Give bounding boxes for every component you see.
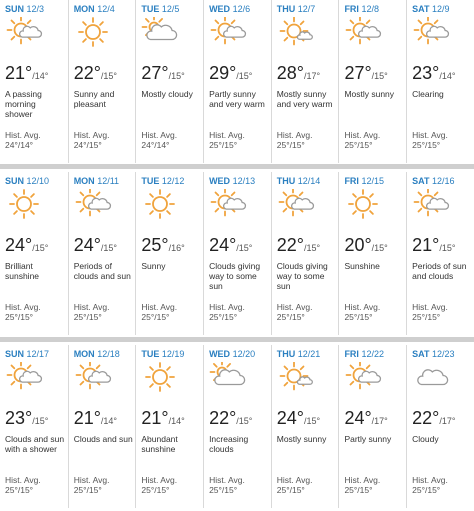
day-name: FRI — [344, 4, 359, 14]
hist-label: Hist. Avg. — [73, 475, 110, 485]
hist-label: Hist. Avg. — [412, 302, 448, 312]
day-header — [209, 349, 271, 360]
day-name: THU — [276, 4, 296, 14]
day-date: 12/21 — [297, 349, 321, 359]
cloud-icon — [412, 362, 450, 392]
day-header — [74, 349, 136, 360]
week-row — [0, 0, 474, 163]
temperature — [277, 235, 320, 256]
hist-value: 25°/15° — [412, 312, 441, 322]
high-temp: 21° — [5, 63, 33, 83]
week-divider — [0, 164, 474, 169]
day-date: 12/20 — [232, 349, 256, 359]
temperature — [74, 63, 117, 84]
day-forecast-card[interactable] — [338, 0, 406, 163]
temperature — [141, 408, 184, 429]
day-forecast-card[interactable] — [203, 172, 271, 335]
forecast-description: Sunshine — [344, 261, 380, 271]
forecast-description: Sunny — [141, 261, 166, 271]
high-temp: 24° — [5, 235, 33, 255]
temperature — [74, 408, 117, 429]
hist-label: Hist. Avg. — [141, 130, 178, 140]
historical-average — [412, 302, 448, 322]
low-temp: /15° — [303, 416, 321, 426]
hist-value: 24°/14° — [141, 140, 170, 150]
day-forecast-card[interactable] — [406, 172, 474, 335]
historical-average — [141, 302, 177, 322]
day-header — [74, 176, 136, 187]
temperature — [412, 63, 455, 84]
day-forecast-card[interactable] — [135, 172, 203, 335]
temperature — [5, 63, 48, 84]
hist-label: Hist. Avg. — [276, 475, 313, 485]
high-temp: 22° — [412, 408, 440, 428]
forecast-description: Increasing clouds — [209, 434, 249, 454]
forecast-description: Abundant sunshine — [141, 434, 178, 454]
sun-cloud-icon — [5, 17, 43, 47]
hist-value: 25°/15° — [209, 485, 238, 495]
day-header — [141, 176, 203, 187]
hist-value: 25°/15° — [73, 485, 102, 495]
sun-cloud-icon — [209, 17, 247, 47]
day-name: MON — [73, 176, 95, 186]
day-name: TUE — [141, 176, 160, 186]
day-name: THU — [276, 349, 296, 359]
forecast-description: Periods of clouds and sun — [73, 261, 131, 281]
historical-average — [74, 475, 110, 495]
day-name: MON — [73, 349, 95, 359]
temperature — [344, 408, 387, 429]
historical-average — [74, 130, 110, 150]
low-temp: /15° — [32, 416, 49, 426]
hist-value: 25°/15° — [344, 485, 373, 495]
day-header — [5, 176, 68, 187]
low-temp: /17° — [439, 416, 456, 426]
hist-label: Hist. Avg. — [412, 130, 448, 140]
low-temp: /14° — [100, 416, 118, 426]
temperature — [412, 408, 455, 429]
day-date: 12/18 — [97, 349, 120, 359]
forecast-description: A passing morning shower — [5, 89, 42, 119]
sun-cloud-icon — [344, 362, 382, 392]
temperature — [344, 63, 387, 84]
day-name: WED — [209, 4, 231, 14]
low-temp: /15° — [100, 71, 118, 81]
day-forecast-card[interactable] — [338, 172, 406, 335]
sun-cloud-icon — [344, 17, 382, 47]
day-forecast-card[interactable] — [338, 345, 406, 508]
day-date: 12/14 — [297, 176, 321, 186]
day-date: 12/10 — [26, 176, 50, 186]
historical-average — [5, 130, 41, 150]
historical-average — [141, 130, 177, 150]
high-temp: 24° — [276, 408, 304, 428]
day-name: SUN — [5, 176, 25, 186]
low-temp: /15° — [303, 243, 321, 253]
temperature — [74, 235, 117, 256]
day-name: WED — [209, 176, 231, 186]
hist-label: Hist. Avg. — [73, 302, 110, 312]
sun-cloud-icon — [412, 17, 450, 47]
hist-label: Hist. Avg. — [5, 302, 41, 312]
low-temp: /15° — [100, 243, 118, 253]
day-forecast-card[interactable] — [0, 172, 68, 335]
forecast-description: Clouds giving way to some sun — [276, 261, 328, 291]
day-name: FRI — [344, 349, 359, 359]
temperature — [277, 408, 320, 429]
day-date: 12/12 — [161, 176, 185, 186]
day-header — [209, 176, 271, 187]
forecast-description: Mostly cloudy — [141, 89, 193, 99]
hist-value: 25°/15° — [276, 140, 305, 150]
day-name: SAT — [412, 349, 430, 359]
day-header — [344, 349, 406, 360]
day-forecast-card[interactable] — [0, 345, 68, 508]
high-temp: 24° — [209, 235, 237, 255]
hist-value: 25°/15° — [344, 140, 373, 150]
historical-average — [74, 302, 110, 322]
hist-label: Hist. Avg. — [276, 130, 313, 140]
low-temp: /15° — [236, 416, 253, 426]
high-temp: 22° — [276, 235, 304, 255]
temperature — [141, 235, 184, 256]
hist-value: 25°/15° — [73, 312, 102, 322]
forecast-description: Clouds giving way to some sun — [209, 261, 261, 291]
sun-cloud-icon — [5, 362, 43, 392]
hist-value: 25°/15° — [5, 485, 34, 495]
sun-icon — [74, 17, 112, 47]
historical-average — [209, 475, 245, 495]
hist-value: 25°/15° — [5, 312, 34, 322]
temperature — [141, 63, 184, 84]
historical-average — [5, 475, 41, 495]
day-name: FRI — [344, 176, 359, 186]
day-date: 12/7 — [297, 4, 316, 14]
low-temp: /15° — [236, 243, 253, 253]
day-date: 12/3 — [26, 4, 45, 14]
hist-label: Hist. Avg. — [209, 130, 245, 140]
low-temp: /15° — [236, 71, 253, 81]
forecast-description: Clouds and sun with a shower — [5, 434, 65, 454]
day-forecast-card[interactable] — [68, 345, 136, 508]
day-header — [412, 349, 474, 360]
day-name: TUE — [141, 4, 160, 14]
forecast-description: Mostly sunny — [276, 434, 327, 444]
day-date: 12/6 — [232, 4, 251, 14]
hist-label: Hist. Avg. — [344, 130, 381, 140]
day-forecast-card[interactable] — [203, 0, 271, 163]
high-temp: 25° — [141, 235, 169, 255]
day-name: TUE — [141, 349, 160, 359]
day-date: 12/11 — [97, 176, 120, 186]
hist-value: 25°/15° — [209, 140, 238, 150]
temperature — [5, 408, 48, 429]
day-date: 12/15 — [361, 176, 384, 186]
low-temp: /15° — [371, 243, 388, 253]
historical-average — [209, 130, 245, 150]
hist-label: Hist. Avg. — [141, 475, 178, 485]
high-temp: 21° — [73, 408, 101, 428]
day-forecast-card[interactable] — [68, 172, 136, 335]
high-temp: 24° — [73, 235, 101, 255]
high-temp: 20° — [344, 235, 372, 255]
sun-cloud-small-icon — [277, 17, 315, 47]
forecast-description: Clearing — [412, 89, 444, 99]
forecast-description: Partly sunny and very warm — [209, 89, 265, 109]
hist-label: Hist. Avg. — [276, 302, 313, 312]
historical-average — [5, 302, 41, 322]
sun-cloud-icon — [74, 362, 112, 392]
historical-average — [412, 475, 448, 495]
day-header — [277, 176, 339, 187]
day-forecast-card[interactable] — [271, 172, 339, 335]
forecast-description: Periods of sun and clouds — [412, 261, 467, 281]
temperature — [344, 235, 387, 256]
low-temp: /15° — [168, 71, 185, 81]
temperature — [209, 408, 252, 429]
day-forecast-card[interactable] — [406, 0, 474, 163]
sun-cloud-icon — [412, 189, 450, 219]
hist-label: Hist. Avg. — [412, 475, 448, 485]
day-date: 12/5 — [161, 4, 180, 14]
day-header — [141, 4, 203, 15]
forecast-description: Partly sunny — [344, 434, 392, 444]
hist-value: 25°/15° — [412, 485, 441, 495]
hist-value: 25°/15° — [412, 140, 441, 150]
high-temp: 29° — [209, 63, 237, 83]
day-date: 12/22 — [361, 349, 384, 359]
day-date: 12/16 — [431, 176, 455, 186]
day-name: THU — [276, 176, 296, 186]
day-name: SAT — [412, 4, 430, 14]
day-forecast-card[interactable] — [68, 0, 136, 163]
sun-cloud-icon — [209, 189, 247, 219]
sun-cloud-icon — [74, 189, 112, 219]
hist-label: Hist. Avg. — [209, 475, 245, 485]
day-forecast-card[interactable] — [135, 0, 203, 163]
day-name: SUN — [5, 349, 25, 359]
hist-label: Hist. Avg. — [209, 302, 245, 312]
high-temp: 24° — [344, 408, 372, 428]
day-forecast-card[interactable] — [135, 345, 203, 508]
day-date: 12/13 — [232, 176, 256, 186]
low-temp: /15° — [32, 243, 49, 253]
hist-label: Hist. Avg. — [5, 475, 41, 485]
low-temp: /14° — [439, 71, 456, 81]
day-name: SAT — [412, 176, 430, 186]
day-header — [412, 176, 474, 187]
day-header — [277, 4, 339, 15]
historical-average — [344, 130, 380, 150]
high-temp: 22° — [73, 63, 101, 83]
hist-label: Hist. Avg. — [344, 302, 381, 312]
temperature — [277, 63, 320, 84]
day-date: 12/19 — [161, 349, 185, 359]
sun-icon — [141, 362, 179, 392]
day-header — [141, 349, 203, 360]
day-header — [74, 4, 136, 15]
hist-value: 25°/15° — [141, 485, 170, 495]
sun-icon — [5, 189, 43, 219]
historical-average — [344, 302, 380, 322]
day-header — [5, 4, 68, 15]
high-temp: 21° — [412, 235, 440, 255]
high-temp: 22° — [209, 408, 237, 428]
historical-average — [277, 130, 313, 150]
day-name: WED — [209, 349, 231, 359]
sun-icon — [141, 189, 179, 219]
hist-label: Hist. Avg. — [141, 302, 178, 312]
high-temp: 27° — [344, 63, 372, 83]
hist-value: 24°/14° — [5, 140, 34, 150]
low-temp: /14° — [168, 416, 185, 426]
day-date: 12/17 — [26, 349, 50, 359]
temperature — [209, 235, 252, 256]
forecast-description: Cloudy — [412, 434, 439, 444]
day-header — [209, 4, 271, 15]
temperature — [412, 235, 455, 256]
low-temp: /15° — [371, 71, 388, 81]
high-temp: 23° — [5, 408, 33, 428]
day-header — [344, 4, 406, 15]
forecast-description: Clouds and sun — [73, 434, 133, 444]
temperature — [209, 63, 252, 84]
day-header — [5, 349, 68, 360]
hist-value: 25°/15° — [276, 312, 305, 322]
forecast-description: Mostly sunny and very warm — [276, 89, 333, 109]
historical-average — [277, 475, 313, 495]
high-temp: 27° — [141, 63, 169, 83]
hist-value: 24°/15° — [73, 140, 102, 150]
low-temp: /15° — [439, 243, 456, 253]
historical-average — [344, 475, 380, 495]
forecast-description: Mostly sunny — [344, 89, 395, 99]
historical-average — [277, 302, 313, 322]
hist-value: 25°/15° — [141, 312, 170, 322]
day-forecast-card[interactable] — [406, 345, 474, 508]
day-name: MON — [73, 4, 95, 14]
high-temp: 21° — [141, 408, 169, 428]
day-forecast-card[interactable] — [271, 0, 339, 163]
cloud-sun-icon — [209, 362, 247, 392]
low-temp: /17° — [303, 71, 321, 81]
week-divider — [0, 337, 474, 342]
day-header — [344, 176, 406, 187]
low-temp: /16° — [168, 243, 185, 253]
hist-value: 25°/15° — [344, 312, 373, 322]
sun-cloud-small-icon — [277, 362, 315, 392]
historical-average — [141, 475, 177, 495]
hist-label: Hist. Avg. — [344, 475, 381, 485]
day-header — [277, 349, 339, 360]
hist-value: 25°/15° — [209, 312, 238, 322]
hist-label: Hist. Avg. — [73, 130, 110, 140]
day-name: SUN — [5, 4, 25, 14]
day-header — [412, 4, 474, 15]
week-row — [0, 172, 474, 335]
hist-value: 25°/15° — [276, 485, 305, 495]
cloud-sun-icon — [141, 17, 179, 47]
high-temp: 28° — [276, 63, 304, 83]
high-temp: 23° — [412, 63, 440, 83]
hist-label: Hist. Avg. — [5, 130, 41, 140]
week-row — [0, 345, 474, 508]
forecast-description: Brilliant sunshine — [5, 261, 40, 281]
forecast-description: Sunny and pleasant — [73, 89, 115, 109]
day-date: 12/23 — [431, 349, 455, 359]
historical-average — [412, 130, 448, 150]
day-forecast-card[interactable] — [0, 0, 68, 163]
day-forecast-card[interactable] — [271, 345, 339, 508]
day-forecast-card[interactable] — [203, 345, 271, 508]
sun-icon — [344, 189, 382, 219]
day-date: 12/9 — [431, 4, 450, 14]
temperature — [5, 235, 48, 256]
low-temp: /14° — [32, 71, 49, 81]
day-date: 12/4 — [97, 4, 115, 14]
sun-cloud-icon — [277, 189, 315, 219]
historical-average — [209, 302, 245, 322]
day-date: 12/8 — [361, 4, 379, 14]
low-temp: /17° — [371, 416, 388, 426]
